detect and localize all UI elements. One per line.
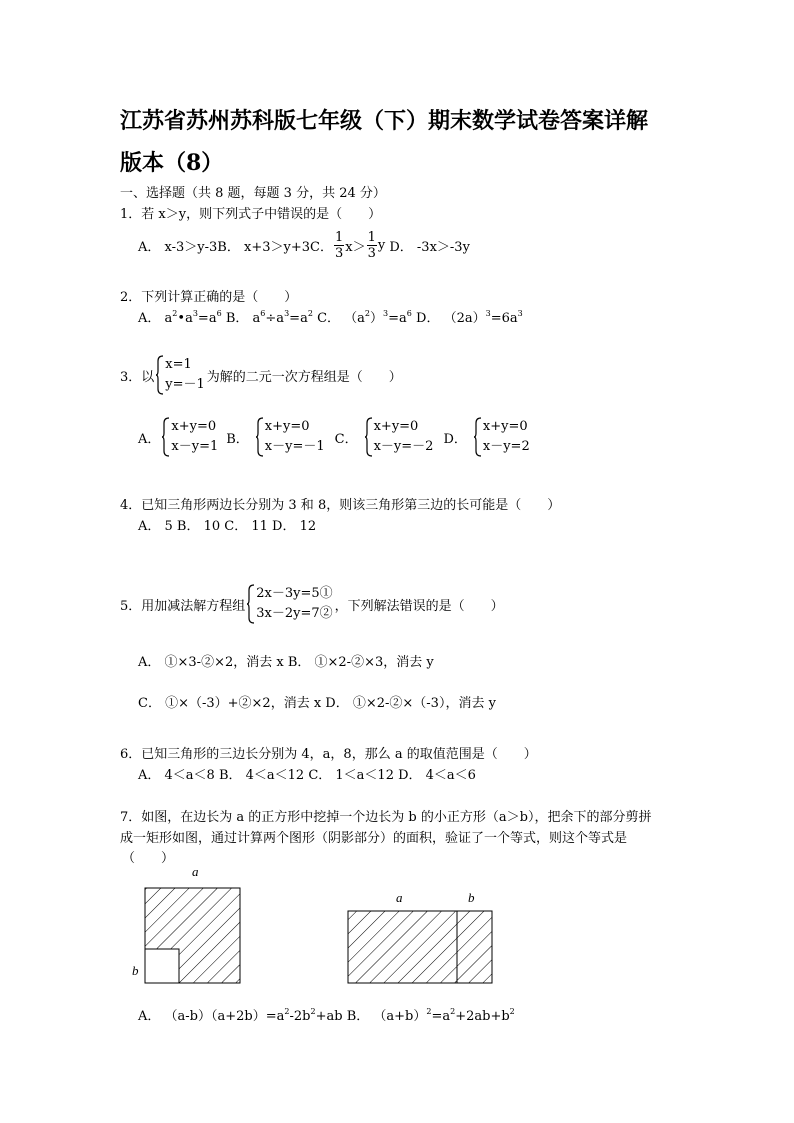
page-title-line2: 版本（8） [120,150,224,176]
q7-b-lhs: （a+b） [373,1009,427,1024]
exponent: 3 [383,309,389,318]
exponent: 6 [216,309,222,318]
q2-stem: 2．下列计算正确的是（ ） [120,290,298,305]
q1-fraction-1 [334,231,344,260]
q6-stem: 6．已知三角形的三边长分别为 4，a，8，那么 a 的取值范围是（ ） [120,747,537,762]
q3-option-c-system [364,417,434,457]
q5-options-cd: C． ①×（-3）+②×2，消去 x D． ①×2-②×（-3），消去 y [138,696,496,711]
q7-stem-line3: （ ） [122,851,175,866]
q7-small-square [145,949,179,983]
q7-a-mid: -2b [289,1009,311,1024]
q2-option-b-label: B． [225,311,249,326]
system-row: x+y=0 [264,419,310,434]
frac-num: 1 [334,229,344,245]
q1-option-d: D． -3x＞-3y [389,239,470,255]
q3-option-b-label: B． [226,431,249,447]
var-a: a [164,311,173,326]
q3-given-system [155,355,205,395]
q7-stem-line1: 7．如图，在边长为 a 的正方形中挖掉一个边长为 b 的小正方形（a＞b），把余下的部分剪拼 [120,810,652,825]
exponent: 2 [310,1007,316,1016]
q2-options [138,307,523,326]
page-title-line1: 江苏省苏州苏科版七年级（下）期末数学试卷答案详解 [120,108,649,134]
q3-option-b-system [255,417,325,457]
system-row: 2x－3y=5① [256,586,333,601]
var-a: a [208,311,217,326]
q2-c-open: （a [344,311,365,326]
q5-stem [120,582,504,626]
q3-option-d-label: D． [443,431,467,447]
q7-fig1-label-a: a [192,864,199,879]
frac-den: 3 [367,245,376,261]
frac-den: 3 [334,245,344,261]
q7-rect [348,911,492,983]
q1-fraction-2 [367,231,377,260]
system-row: x+y=0 [373,419,419,434]
q2-c-close: ） [370,311,384,326]
exponent: 3 [517,309,523,318]
exponent: 6 [260,309,266,318]
brace-icon [246,584,256,624]
var-a: a [252,311,261,326]
var-a: a [185,311,193,326]
q4-options: A． 5 B． 10 C． 11 D． 12 [138,519,317,534]
exponent: 2 [172,309,178,318]
q3-options [138,416,532,458]
q7-a-lhs: （a-b）（a+2b）=a [164,1009,285,1024]
exponent: 2 [284,1007,290,1016]
exponent: 2 [509,1007,515,1016]
exponent: 3 [284,309,290,318]
q5-system [246,584,332,624]
q1-var-x: x＞ [345,239,366,255]
exponent: 2 [450,1007,456,1016]
q1-stem: 1．若 x＞y，则下列式子中错误的是（ ） [120,207,382,222]
q3-option-a-system [161,417,218,457]
q3-option-a-label: A． [138,431,161,447]
q7-figure-square [130,862,250,992]
q2-d-base: （2a） [443,311,486,326]
var-a: a [300,311,308,326]
system-row: x－y=－2 [373,439,434,454]
op-eq: = [289,311,301,326]
q5-prefix: 5．用加减法解方程组 [120,598,246,614]
var-a: a [276,311,285,326]
q5-options-ab: A． ①×3-②×2，消去 x B． ①×2-②×3，消去 y [138,655,434,670]
q7-b-mid2: +2ab+b [455,1009,510,1024]
exponent: 2 [364,309,371,318]
q7-fig1-label-b: b [132,963,139,978]
q3-prefix: 3．以 [120,369,155,385]
q7-fig2-label-b: b [468,890,475,905]
section-heading: 一、选择题（共 8 题，每题 3 分，共 24 分） [120,186,386,201]
system-row: y=－1 [165,377,205,392]
system-row: x－y=2 [482,439,530,454]
system-row: x=1 [165,357,192,372]
exponent: 2 [426,1007,432,1016]
q3-option-d-system [473,417,530,457]
q6-options: A． 4＜a＜8 B． 4＜a＜12 C． 1＜a＜12 D． 4＜a＜6 [138,768,476,783]
brace-icon [161,417,171,457]
q2-d-rhs: =6a [490,311,518,326]
q7-figure-rectangle [340,885,500,985]
brace-icon [155,355,165,395]
q1-options [138,227,470,263]
frac-num: 1 [367,229,376,245]
exponent: 2 [307,309,313,318]
q1-var-y: y [377,237,386,253]
system-row: x－y=1 [171,439,219,454]
exponent: 6 [406,309,412,318]
exponent: 3 [192,309,198,318]
exponent: 3 [485,309,491,318]
system-row: 3x－2y=7② [256,606,333,621]
q2-option-d-label: D． [416,311,440,326]
q3-suffix: 为解的二元一次方程组是（ ） [206,369,402,385]
q7-a-rhs: +ab [315,1009,343,1024]
op-eq: = [388,311,400,326]
brace-icon [255,417,265,457]
brace-icon [473,417,483,457]
q2-option-c-label: C． [317,311,341,326]
system-row: x－y=－1 [264,439,325,454]
var-a: a [399,311,407,326]
op-div: ÷ [265,311,277,326]
q7-options [138,1005,515,1024]
q5-suffix: ，下列解法错误的是（ ） [334,598,504,614]
system-row: x+y=0 [482,419,528,434]
q7-b-mid: =a [431,1009,451,1024]
system-row: x+y=0 [171,419,217,434]
op-eq: = [197,311,209,326]
q3-option-c-label: C． [334,431,358,447]
op-dot: • [177,311,186,326]
q7-option-a-label: A． [138,1009,161,1024]
q2-option-a-label: A． [138,311,161,326]
q7-option-b-label: B． [346,1009,370,1024]
brace-icon [364,417,374,457]
q4-stem: 4．已知三角形两边长分别为 3 和 8，则该三角形第三边的长可能是（ ） [120,498,561,513]
q1-option-a: A． x-3＞y-3 [138,239,218,255]
q1-option-c: C． [310,239,333,255]
q7-stem-line2: 成一矩形如图，通过计算两个图形（阴影部分）的面积，验证了一个等式，则这个等式是 [120,831,628,846]
q3-stem [120,354,402,396]
q7-fig2-label-a: a [396,890,403,905]
q1-option-b: B． x+3＞y+3 [217,239,310,255]
